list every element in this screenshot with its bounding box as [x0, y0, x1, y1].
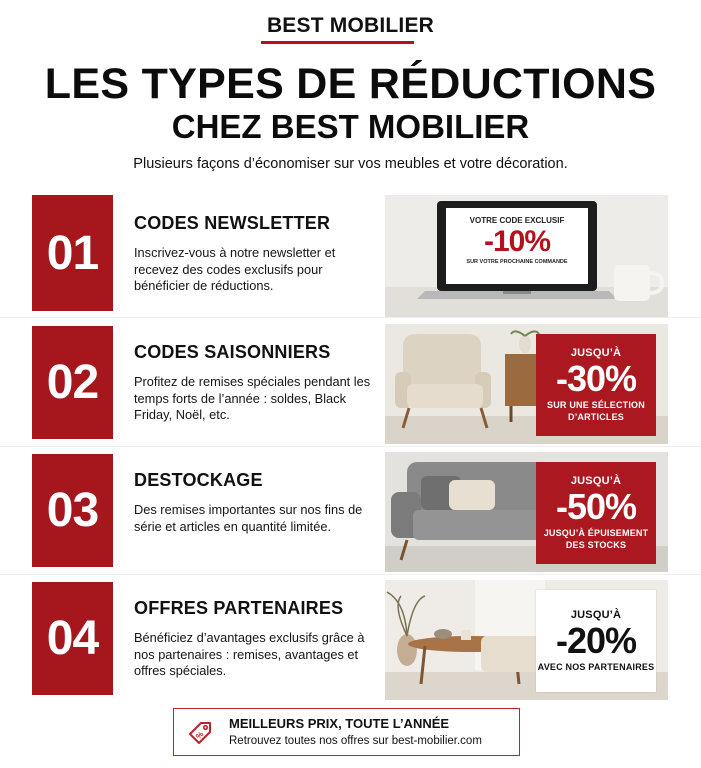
discount-item-destocking [32, 452, 668, 568]
discount-item-seasonal [32, 324, 668, 440]
newsletter-code-badge [446, 208, 588, 284]
item-title: OFFRES PARTENAIRES [134, 598, 344, 618]
item-title: CODES NEWSLETTER [134, 213, 331, 233]
item-number: 02 [32, 326, 113, 439]
item-title: CODES SAISONNIERS [134, 342, 331, 362]
badge-top-text: VOTRE CODE EXCLUSIF [469, 216, 565, 225]
badge-percentage: -20% [555, 620, 637, 661]
row-divider [0, 574, 701, 575]
badge-top-text: JUSQU’À [570, 347, 622, 359]
armchair-icon [385, 324, 668, 444]
item-description: Bénéficiez d’avantages exclusifs grâce à nos partenaires : remises, avantages et offres spéciales. [134, 630, 365, 678]
footer-title: MEILLEURS PRIX, TOUTE L’ANNÉE [229, 716, 450, 731]
item-description: Des remises importantes sur nos fins de série et articles en quantité limitée. [134, 502, 363, 534]
badge-bottom-text: AVEC NOS PARTENAIRES [537, 662, 655, 672]
discount-item-partners [32, 580, 668, 696]
badge-bottom-text: SUR VOTRE PROCHAINE COMMANDE [466, 259, 568, 265]
footer-subtitle: Retrouvez toutes nos offres sur best-mobilier.com [229, 735, 482, 747]
page-title-line2: CHEZ BEST MOBILIER [171, 108, 530, 145]
svg-text:%: % [194, 729, 206, 742]
badge-top-text: JUSQU’À [570, 475, 622, 487]
destocking-discount-badge [536, 462, 656, 564]
page-title-line1: LES TYPES DE RÉDUCTIONS [44, 60, 657, 108]
partner-discount-badge [536, 590, 656, 692]
coffee-table-icon [385, 580, 668, 700]
brand-name: BEST MOBILIER [266, 14, 435, 37]
laptop-mug-icon [385, 195, 668, 317]
seasonal-discount-badge [536, 334, 656, 436]
item-description: Inscrivez-vous à notre newsletter et recevez des codes exclusifs pour bénéficier de réductions. [134, 245, 336, 293]
row-divider [0, 446, 701, 447]
item-number: 04 [32, 582, 113, 695]
badge-bottom-text: SUR UNE SÉLECTION D’ARTICLES [547, 400, 645, 422]
badge-bottom-text: JUSQU’À ÉPUISEMENT DES STOCKS [543, 528, 649, 550]
page-subtitle: Plusieurs façons d’économiser sur vos meubles et votre décoration. [133, 156, 568, 172]
item-description: Profitez de remises spéciales pendant les temps forts de l’année : soldes, Black Friday, Noël, etc. [134, 374, 371, 422]
brand-underline [261, 41, 414, 44]
discount-item-newsletter [32, 195, 668, 311]
footer-banner [173, 708, 520, 756]
row-divider [0, 317, 701, 318]
item-number: 03 [32, 454, 113, 567]
badge-percentage: -50% [555, 486, 637, 527]
badge-percentage: -30% [555, 358, 637, 399]
sofa-icon [385, 452, 668, 572]
price-tag-icon [186, 719, 214, 747]
item-number: 01 [32, 195, 113, 311]
item-title: DESTOCKAGE [134, 470, 263, 490]
badge-percentage: -10% [483, 225, 551, 258]
badge-top-text: JUSQU’À [570, 609, 622, 621]
